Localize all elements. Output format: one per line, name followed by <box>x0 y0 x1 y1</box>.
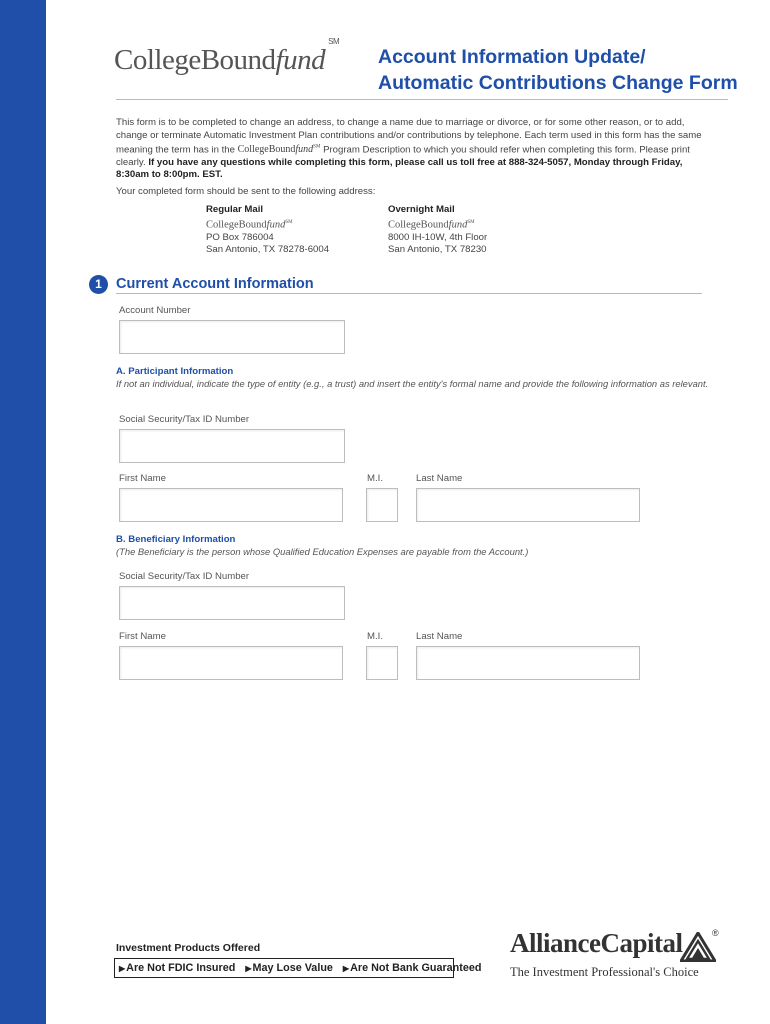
beneficiary-last-name-field[interactable] <box>416 646 640 680</box>
collegeboundfund-logo: CollegeBoundfund℠ <box>114 37 340 76</box>
beneficiary-last-name-label: Last Name <box>416 631 463 642</box>
intro-paragraph: This form is to be completed to change an address, to change a name due to marriage or divorce, or for some other reason, or to add, change or terminate Automatic Investment Plan contributions and/or contributions by telephone. Each term used in this form has the same meaning the term has in the CollegeBoundfund℠ Program Description to which you should refer when completing this form. Please print clearly. If you have any questions while completing this form, please call us toll free at 888-324-5057, Monday through Friday, 8:30am to 8:00pm. EST. <box>116 117 702 181</box>
send-to-text: Your completed form should be sent to the following address: <box>116 186 376 197</box>
investment-disclaimer-box <box>114 958 482 978</box>
participant-heading: A. Participant Information <box>116 366 234 377</box>
participant-mi-field[interactable] <box>366 488 398 522</box>
investment-products-heading: Investment Products Offered <box>116 942 261 954</box>
alliance-capital-tagline: The Investment Professional's Choice <box>510 965 699 979</box>
beneficiary-mi-label: M.I. <box>367 631 383 642</box>
disclaimer-value: ▶May Lose Value <box>245 962 333 974</box>
inline-brand: CollegeBoundfund℠ <box>237 144 321 156</box>
header-divider <box>116 99 728 100</box>
overnight-mail-line1: 8000 IH-10W, 4th Floor <box>388 231 488 243</box>
participant-mi-label: M.I. <box>367 473 383 484</box>
beneficiary-ssn-field[interactable] <box>119 586 345 620</box>
overnight-mail-heading: Overnight Mail <box>388 204 455 215</box>
section-title: Current Account Information <box>116 276 314 292</box>
regular-mail-address <box>206 204 329 257</box>
triangle-arrow-icon: ▶ <box>119 964 126 973</box>
beneficiary-first-name-field[interactable] <box>119 646 343 680</box>
participant-ssn-label: Social Security/Tax ID Number <box>119 414 250 425</box>
participant-ssn-field[interactable] <box>119 429 345 463</box>
participant-first-name-label: First Name <box>119 473 166 484</box>
alliance-triangle-mark-icon <box>680 932 716 962</box>
section-number-badge: 1 <box>89 275 108 294</box>
regular-mail-line2: San Antonio, TX 78278-6004 <box>206 244 330 255</box>
form-title-line2: Automatic Contributions Change Form <box>378 72 738 94</box>
disclaimer-fdic: ▶Are Not FDIC Insured <box>119 962 236 974</box>
participant-first-name-field[interactable] <box>119 488 343 522</box>
section-divider <box>116 293 702 294</box>
participant-last-name-label: Last Name <box>416 473 463 484</box>
triangle-arrow-icon: ▶ <box>245 964 252 973</box>
form-title <box>378 44 738 96</box>
regular-mail-line1: PO Box 786004 <box>206 231 274 243</box>
form-title-line1: Account Information Update/ <box>378 46 646 68</box>
account-number-field[interactable] <box>119 320 345 354</box>
blue-sidebar-stripe <box>0 0 46 1024</box>
participant-note: If not an individual, indicate the type of entity (e.g., a trust) and insert the entity's formal name and provide the following information as relevant. <box>116 378 709 389</box>
account-number-label: Account Number <box>119 305 191 316</box>
registered-mark: ® <box>712 928 719 938</box>
disclaimer-bank: ▶Are Not Bank Guaranteed <box>342 962 482 974</box>
overnight-mail-brand: CollegeBoundfund℠ <box>388 219 475 230</box>
beneficiary-first-name-label: First Name <box>119 631 166 642</box>
intro-phone-note: If you have any questions while completing this form, please call us toll free at 888-324-5057, Monday through Friday, 8:30am to 8:00pm. EST. <box>116 156 683 181</box>
alliance-capital-name: AllianceCapital <box>510 928 683 958</box>
overnight-mail-address <box>388 204 487 257</box>
triangle-arrow-icon: ▶ <box>342 964 350 973</box>
beneficiary-heading: B. Beneficiary Information <box>116 534 236 545</box>
regular-mail-brand: CollegeBoundfund℠ <box>206 219 293 230</box>
alliance-capital-logo <box>510 928 699 979</box>
participant-last-name-field[interactable] <box>416 488 640 522</box>
beneficiary-note: (The Beneficiary is the person whose Qualified Education Expenses are payable from the Account.) <box>116 546 529 557</box>
regular-mail-heading: Regular Mail <box>206 204 264 215</box>
overnight-mail-line2: San Antonio, TX 78230 <box>388 244 487 255</box>
beneficiary-ssn-label: Social Security/Tax ID Number <box>119 571 250 582</box>
beneficiary-mi-field[interactable] <box>366 646 398 680</box>
